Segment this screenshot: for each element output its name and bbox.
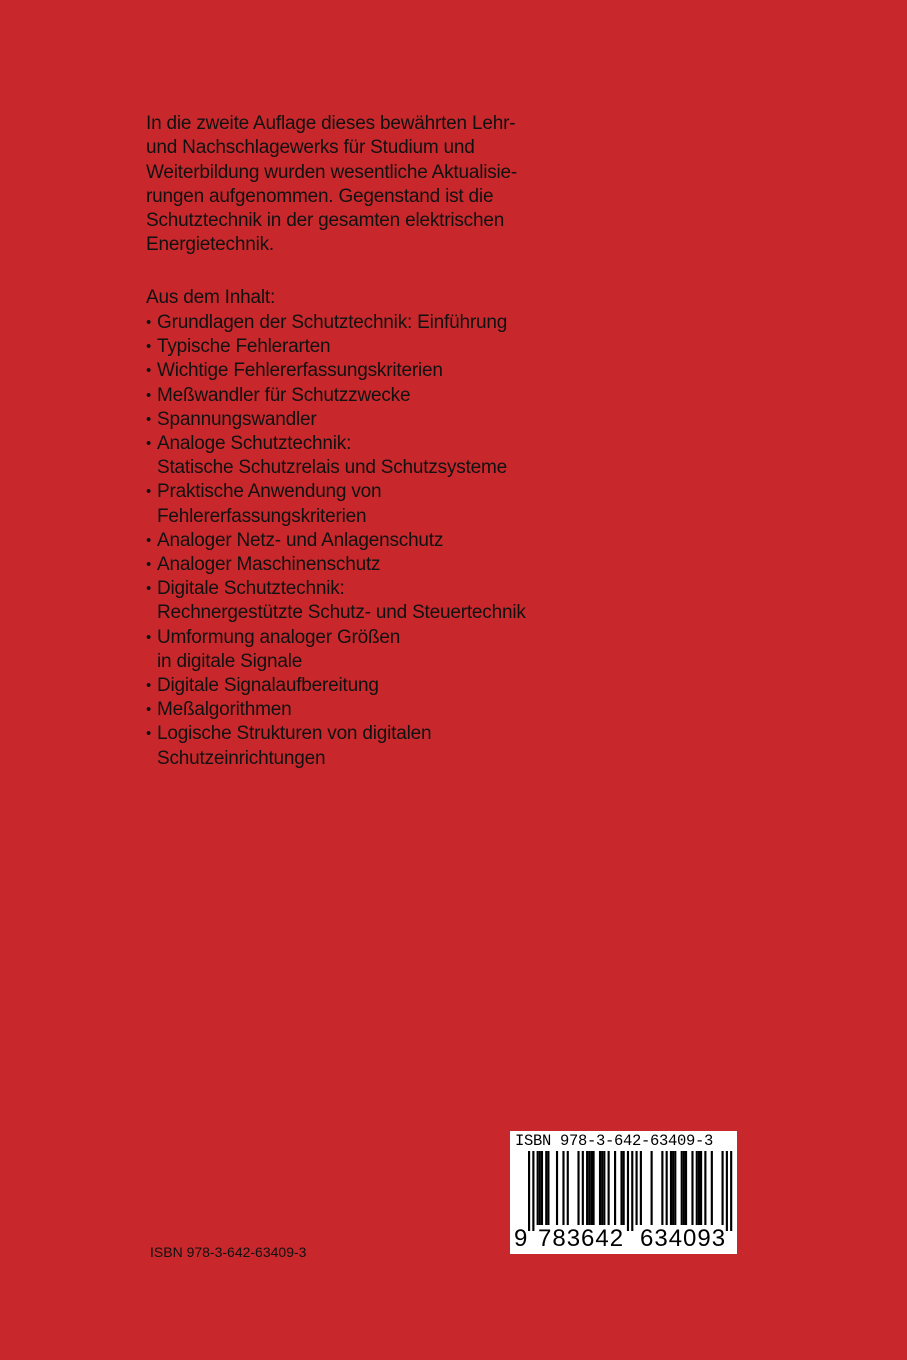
barcode-bar [640,1151,642,1225]
list-item [146,553,526,577]
barcode-bar [711,1151,713,1225]
barcode-bar [593,1151,595,1225]
barcode-bar [562,1151,564,1225]
description-line: Energietechnik. [146,234,274,256]
barcode-bar [541,1151,543,1225]
list-item-text: • Analoge Schutztechnik: [157,433,352,455]
list-item-text: • Meßwandler für Schutzzwecke [157,384,411,406]
barcode-bar [603,1151,605,1225]
barcode-bar [537,1151,539,1225]
list-item-text: • Praktische Anwendung von [157,481,382,503]
description-line: und Nachschlagewerks für Studium und [146,137,475,159]
barcode-bar [582,1151,584,1225]
barcode-bar [683,1151,685,1225]
barcode-bar [666,1151,668,1225]
barcode-bar [588,1151,590,1225]
list-item-text: • Analoger Netz- und Anlagenschutz [157,529,444,551]
barcode-bar [539,1151,541,1225]
list-item-continuation: Schutzeinrichtungen [157,747,326,769]
list-item-continuation: Rechnergestützte Schutz- und Steuertechnik [157,602,526,624]
barcode-bar [681,1151,683,1225]
description-paragraph [146,112,586,258]
barcode-bar [674,1151,676,1225]
list-item [146,432,526,480]
barcode-bar [528,1151,530,1231]
list-item [146,311,526,335]
barcode-digits [514,1225,736,1253]
barcode-isbn-label: ISBN 978-3-642-63409-3 [515,1132,714,1150]
barcode-bar [608,1151,610,1225]
contents-heading: Aus dem Inhalt: [146,287,276,308]
list-item [146,480,526,528]
barcode-bar [601,1151,603,1225]
barcode-bars [510,1151,737,1231]
barcode-bar [670,1151,672,1225]
list-item-text: • Spannungswandler [157,408,317,430]
list-item [146,698,526,722]
list-item [146,359,526,383]
description-line: Schutztechnik in der gesamten elektrischen [146,210,505,232]
list-item-text: • Wichtige Fehlererfassungskriterien [157,360,443,382]
list-item-continuation: in digitale Signale [157,650,303,672]
list-item-text: • Typische Fehlerarten [157,336,331,358]
list-item-text: • Umformung analoger Größen [157,626,401,648]
description-line: rungen aufgenommen. Gegenstand ist die [146,185,494,207]
barcode-bar [586,1151,588,1225]
barcode-bar [547,1151,549,1225]
list-item-continuation: Fehlererfassungskriterien [157,505,367,527]
barcode-bar [726,1151,728,1231]
list-item [146,384,526,408]
list-item [146,408,526,432]
barcode-bar [623,1151,625,1225]
list-item [146,335,526,359]
list-item-continuation: Statische Schutzrelais und Schutzsysteme [157,457,508,479]
barcode-bar [698,1151,700,1225]
isbn-text: ISBN 978-3-642-63409-3 [150,1244,307,1260]
list-item-text: • Digitale Schutztechnik: [157,578,345,600]
barcode-bar [685,1151,687,1225]
barcode-bar [590,1151,592,1225]
barcode-bar [730,1151,732,1231]
barcode-bar [700,1151,702,1225]
list-item-text: • Logische Strukturen von digitalen [157,723,432,745]
barcode-bar [672,1151,674,1225]
barcode-bar [651,1151,653,1225]
list-item-text: • Analoger Maschinenschutz [157,554,381,576]
barcode-bar [636,1151,638,1225]
list-item-text: • Meßalgorithmen [157,699,292,721]
barcode-bar [545,1151,547,1225]
barcode-bar [614,1151,616,1225]
list-item [146,626,526,674]
barcode-bar [631,1151,633,1231]
barcode-bar [704,1151,706,1225]
description-line: In die zweite Auflage dieses bewährten Lehr- [146,113,516,134]
list-item [146,674,526,698]
barcode-bar [577,1151,579,1225]
barcode-bar [532,1151,534,1231]
barcode-bar [599,1151,601,1225]
contents-list [146,311,526,771]
barcode-bar [696,1151,698,1225]
description-line: Weiterbildung wurden wesentliche Aktualisie- [146,161,518,183]
barcode-left-digits: 783642 [538,1225,625,1252]
barcode-first-digit: 9 [514,1225,528,1252]
barcode-bar [627,1151,629,1231]
list-item-text: • Grundlagen der Schutztechnik: Einführung [157,312,508,333]
barcode-bar [567,1151,569,1225]
barcode [510,1131,737,1254]
list-item-text: • Digitale Signalaufbereitung [157,675,379,697]
barcode-bar [722,1151,724,1225]
barcode-right-digits: 634093 [640,1225,727,1252]
list-item [146,577,526,625]
barcode-bar [556,1151,558,1225]
barcode-bar [620,1151,622,1225]
barcode-bar [661,1151,663,1225]
list-item [146,529,526,553]
list-item [146,722,526,770]
barcode-bar [691,1151,693,1225]
